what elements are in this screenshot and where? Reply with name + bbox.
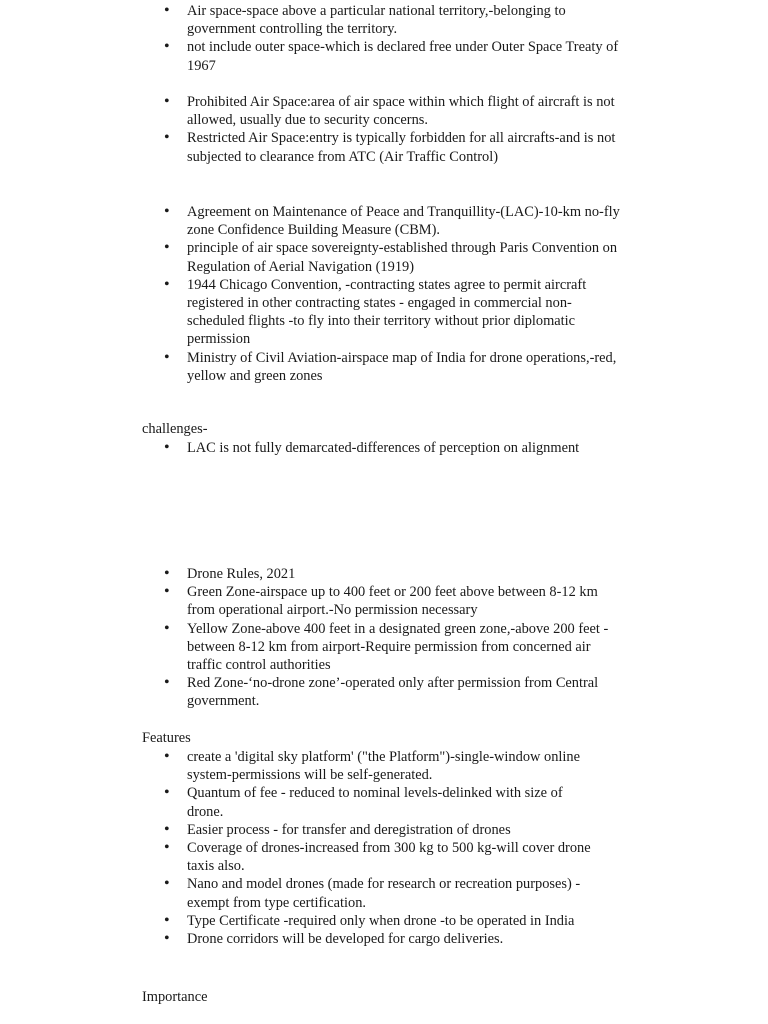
airspace-types-section bbox=[0, 93, 768, 166]
list-item: • 1944 Chicago Convention, -contracting states agree to permit aircraft registered in other contracting states - engaged in commercial non-scheduled flights -to fly into their territory without prior diplomatic permission bbox=[0, 276, 612, 349]
features-heading: Features bbox=[142, 730, 191, 746]
list-item: • LAC is not fully demarcated-differences of perception on alignment bbox=[0, 439, 627, 457]
importance-heading: Importance bbox=[142, 989, 208, 1005]
list-item: • Yellow Zone-above 400 feet in a designated green zone,-above 200 feet -between 8-12 km from airport-Require permission from concerned air traffic control authorities bbox=[0, 620, 624, 675]
bullet-list bbox=[0, 203, 768, 385]
list-item: • Coverage of drones-increased from 300 kg to 500 kg-will cover drone taxis also. bbox=[0, 839, 612, 875]
list-item: • Prohibited Air Space:area of air space within which flight of aircraft is not allowed, usually due to security concerns. bbox=[0, 93, 617, 129]
list-item: • Easier process - for transfer and deregistration of drones bbox=[0, 821, 627, 839]
list-item: • Red Zone-‘no-drone zone’-operated only after permission from Central government. bbox=[0, 674, 628, 710]
bullet-list bbox=[0, 2, 768, 75]
list-item: • create a 'digital sky platform' ("the Platform")-single-window online system-permissions will be self-generated. bbox=[0, 748, 602, 784]
list-item: • Quantum of fee - reduced to nominal levels-delinked with size of drone. bbox=[0, 784, 567, 820]
bullet-list bbox=[0, 439, 768, 457]
bullet-list bbox=[0, 93, 768, 166]
agreements-section bbox=[0, 203, 768, 385]
list-item: • Restricted Air Space:entry is typically forbidden for all aircrafts-and is not subjected to clearance from ATC (Air Traffic Control) bbox=[0, 129, 617, 165]
challenges-heading: challenges- bbox=[142, 421, 208, 437]
airspace-definition-section bbox=[0, 2, 768, 75]
challenges-section bbox=[0, 439, 768, 457]
list-item: • Air space-space above a particular national territory,-belonging to government controlling the territory. bbox=[0, 2, 577, 38]
list-item: • principle of air space sovereignty-established through Paris Convention on Regulation of Aerial Navigation (1919) bbox=[0, 239, 627, 275]
list-item: • Agreement on Maintenance of Peace and Tranquillity-(LAC)-10-km no-fly zone Confidence Building Measure (CBM). bbox=[0, 203, 627, 239]
list-item: • Ministry of Civil Aviation-airspace map of India for drone operations,-red, yellow and green zones bbox=[0, 349, 617, 385]
list-item: • Green Zone-airspace up to 400 feet or 200 feet above between 8-12 km from operational airport.-No permission necessary bbox=[0, 583, 619, 619]
bullet-list bbox=[0, 565, 768, 711]
list-item: • Type Certificate -required only when drone -to be operated in India bbox=[0, 912, 627, 930]
list-item: • Drone Rules, 2021 bbox=[0, 565, 627, 583]
list-item: • Drone corridors will be developed for cargo deliveries. bbox=[0, 930, 627, 948]
list-item: • Nano and model drones (made for research or recreation purposes) -exempt from type certification. bbox=[0, 875, 597, 911]
features-section bbox=[0, 748, 768, 948]
list-item: • not include outer space-which is declared free under Outer Space Treaty of 1967 bbox=[0, 38, 627, 74]
bullet-list bbox=[0, 748, 768, 948]
drone-rules-section bbox=[0, 565, 768, 711]
